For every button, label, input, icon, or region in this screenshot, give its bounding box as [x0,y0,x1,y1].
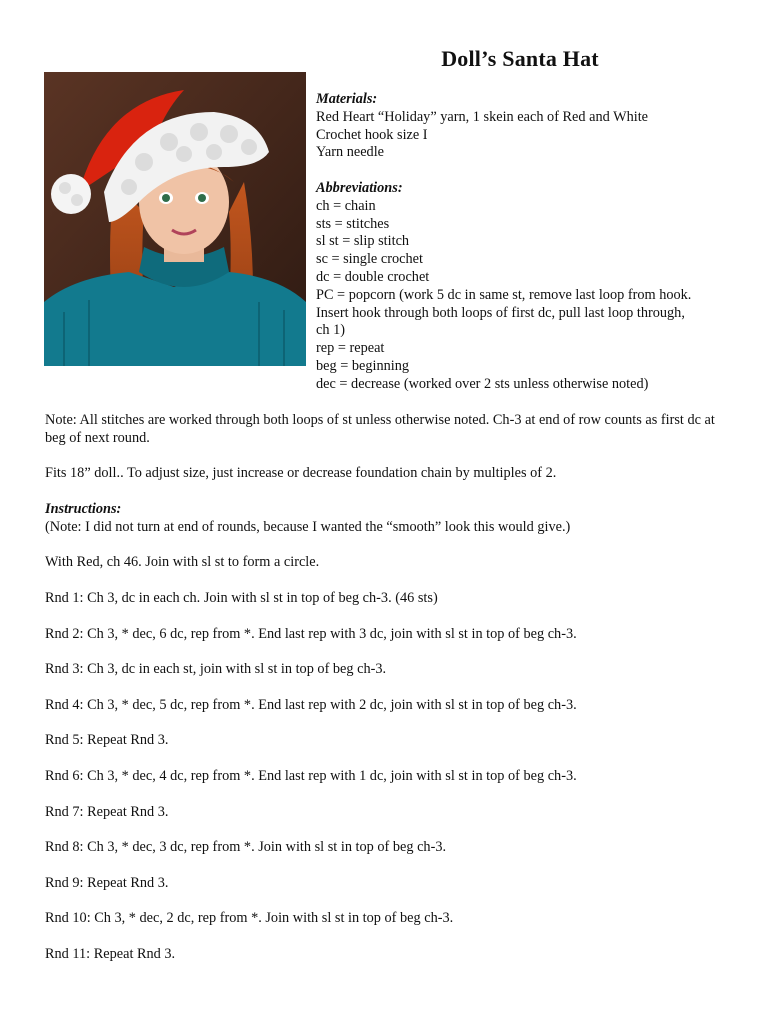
instructions-heading: Instructions: [45,500,122,517]
abbreviation-item: ch = chain [316,197,376,214]
materials-abbreviations [316,91,736,394]
round-step: Rnd 1: Ch 3, dc in each ch. Join with sl st in top of beg ch-3. (46 sts) [45,589,438,606]
round-step: Rnd 5: Repeat Rnd 3. [45,732,169,749]
abbreviation-item: Insert hook through both loops of first dc, pull last loop through, [316,304,685,321]
round-step: Rnd 9: Repeat Rnd 3. [45,874,169,891]
doll-photo [44,72,306,366]
abbreviations-heading: Abbreviations: [316,179,403,196]
page-title: Doll’s Santa Hat [441,46,599,71]
pattern-body [45,412,735,982]
general-note: Note: All stitches are worked through both loops of st unless otherwise noted. Ch-3 at end of row counts as first dc at beg of next round. [45,412,715,446]
material-item: Red Heart “Holiday” yarn, 1 skein each of Red and White [316,108,649,125]
materials-heading: Materials: [316,91,378,107]
abbreviation-item: dec = decrease (worked over 2 sts unless otherwise noted) [316,375,649,392]
fit-note: Fits 18” doll.. To adjust size, just increase or decrease foundation chain by multiples of 2. [45,465,557,482]
abbreviation-item: sc = single crochet [316,251,423,268]
round-step: Rnd 8: Ch 3, * dec, 3 dc, rep from *. Join with sl st in top of beg ch-3. [45,839,447,856]
round-step: Rnd 3: Ch 3, dc in each st, join with sl st in top of beg ch-3. [45,661,387,678]
instructions-note: (Note: I did not turn at end of rounds, because I wanted the “smooth” look this would give.) [45,518,571,535]
abbreviation-item: dc = double crochet [316,268,430,285]
abbreviation-item: sts = stitches [316,215,390,232]
abbreviation-item: sl st = slip stitch [316,233,410,250]
round-step: Rnd 4: Ch 3, * dec, 5 dc, rep from *. End last rep with 2 dc, join with sl st in top of beg ch-3. [45,696,577,713]
abbreviation-item: beg = beginning [316,357,410,374]
material-item: Crochet hook size I [316,126,428,143]
round-step: Rnd 2: Ch 3, * dec, 6 dc, rep from *. End last rep with 3 dc, join with sl st in top of beg ch-3. [45,625,577,642]
round-step: Rnd 10: Ch 3, * dec, 2 dc, rep from *. Join with sl st in top of beg ch-3. [45,910,454,927]
instructions-start: With Red, ch 46. Join with sl st to form a circle. [45,554,320,571]
material-item: Yarn needle [316,144,385,161]
abbreviation-item: ch 1) [316,322,345,339]
round-step: Rnd 6: Ch 3, * dec, 4 dc, rep from *. End last rep with 1 dc, join with sl st in top of beg ch-3. [45,767,577,784]
abbreviation-item: PC = popcorn (work 5 dc in same st, remove last loop from hook. [316,286,692,303]
round-step: Rnd 11: Repeat Rnd 3. [45,945,176,962]
abbreviation-item: rep = repeat [316,340,385,357]
round-step: Rnd 7: Repeat Rnd 3. [45,803,169,820]
